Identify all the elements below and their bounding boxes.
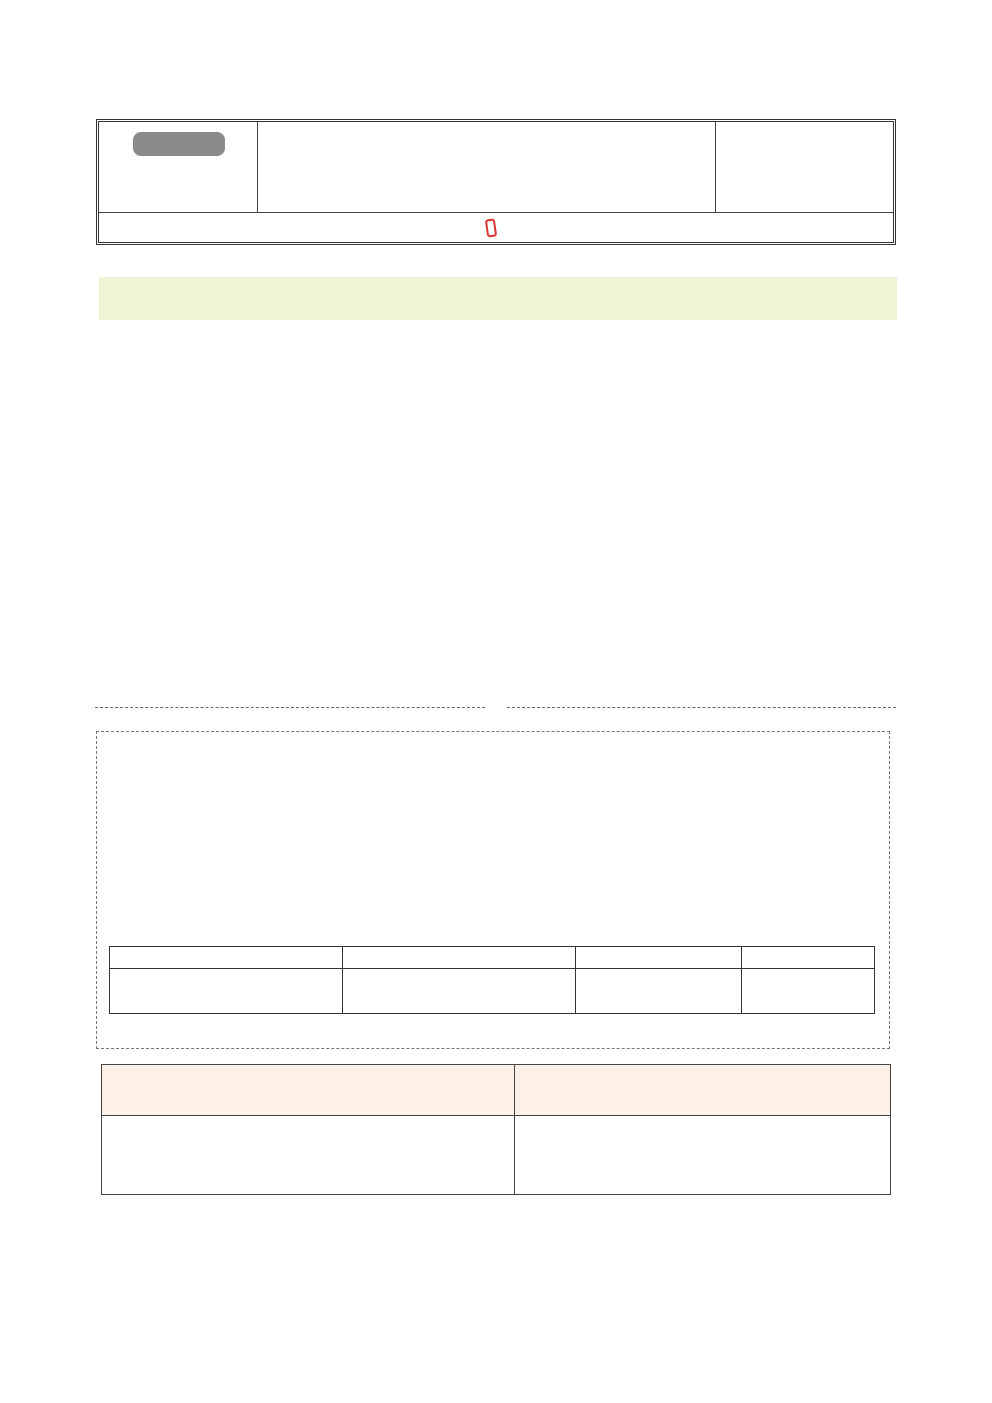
schedule-box bbox=[96, 731, 890, 1049]
table-row bbox=[102, 1116, 891, 1195]
cost-table bbox=[109, 946, 875, 1014]
school-motto bbox=[99, 122, 258, 212]
agree-answer-cell[interactable] bbox=[102, 1116, 515, 1195]
table-cell bbox=[576, 969, 742, 1014]
table-cell bbox=[343, 969, 576, 1014]
slogan-row bbox=[99, 212, 893, 243]
contact-cell bbox=[716, 122, 893, 212]
banner-bottom-stripe bbox=[99, 320, 897, 328]
response-table bbox=[101, 1064, 891, 1195]
innovation-school-stamp-icon bbox=[485, 218, 497, 237]
title-cell bbox=[258, 122, 716, 212]
disagree-header bbox=[515, 1065, 891, 1116]
reply-divider bbox=[95, 695, 896, 719]
survey-title-banner bbox=[99, 277, 897, 320]
table-header-row bbox=[102, 1065, 891, 1116]
disagree-answer-cell[interactable] bbox=[515, 1116, 891, 1195]
column-header bbox=[110, 947, 343, 969]
letter-header bbox=[96, 119, 896, 245]
column-header bbox=[576, 947, 742, 969]
table-header-row bbox=[110, 947, 875, 969]
table-cell bbox=[742, 969, 875, 1014]
table-cell bbox=[110, 969, 343, 1014]
column-header bbox=[742, 947, 875, 969]
table-row bbox=[110, 969, 875, 1014]
banner-top-stripe bbox=[99, 269, 897, 277]
motto-badge bbox=[133, 132, 225, 156]
agree-header bbox=[102, 1065, 515, 1116]
column-header bbox=[343, 947, 576, 969]
